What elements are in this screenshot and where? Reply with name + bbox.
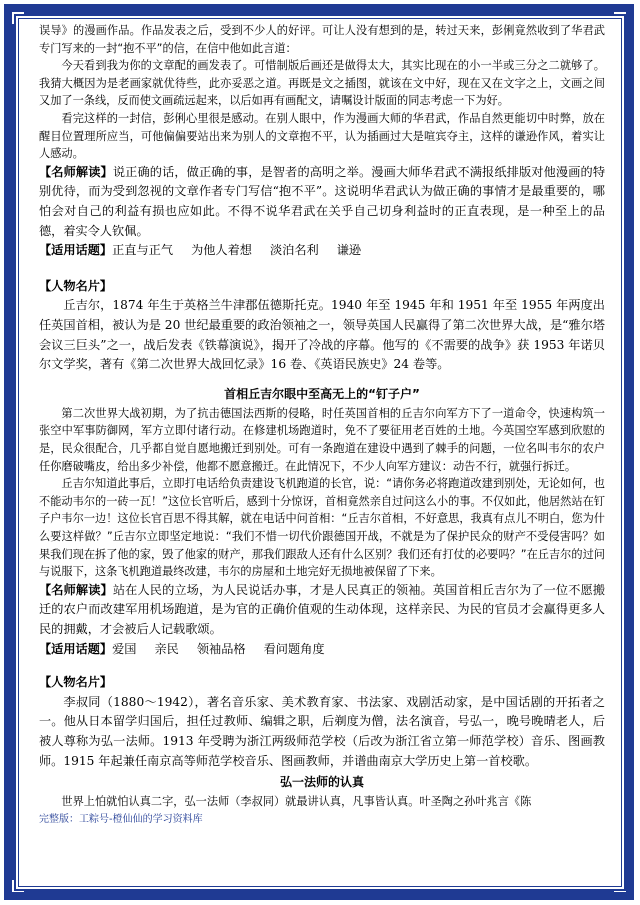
comment-text: 说正确的话，做正确的事，是智者的高明之举。漫画大师华君武不满报纸排版对他漫画的特别优待，而为受到忽视的文章作者专门写信“抱不平”。这说明华君武认为做正确的事情才是最重要的，哪怕会对自己的利益有损也应如此。不得不说华君武在关乎自己切身利益时的正直表现，是一种至上的品德，着实令人钦佩。 xyxy=(39,164,606,238)
profile-bio: 丘吉尔，1874 年生于英格兰牛津郡伍德斯托克。1940 年至 1945 年和 1951 年至 1955 年两度出任英国首相，被认为是 20 世纪最重要的政治领袖之一，领导英国人民赢得了第二次世界大战，是“雅尔塔会议三巨头”之一，战后发表《铁幕演说》，揭开了冷战的序幕。他写的《不需要的战争》获 1953 年诺贝尔文学奖，著有《第二次世界大战回忆录》16 卷、《英语民族史》24 卷等。 xyxy=(39,298,605,372)
teacher-comment xyxy=(39,581,605,640)
profile-header: 【人物名片】 xyxy=(39,675,113,690)
topic-tag: 淡泊名利 xyxy=(270,243,319,258)
comment-text: 站在人民的立场，为人民说话办事，才是人民真正的领袖。英国首相丘吉尔为了一位不愿搬迁的农户而改建军用机场跑道，是为官的正确价值观的生动体现，这样亲民、为民的官员才会赢得更多人民的拥戴，才会被后人记载歌颂。 xyxy=(39,582,606,637)
profile-bio: 李叔同（1880～1942），著名音乐家、美术教育家、书法家、戏剧活动家，是中国话剧的开拓者之一。他从日本留学归国后，担任过教师、编辑之职，后剃度为僧，法名演音，号弘一，晚号晚晴老人，后被人尊称为弘一法师。1913 年受聘为浙江两级师范学校（后改为浙江省立第一师范学校）音乐、图画教师。1915 年起兼任南京高等师范学校音乐、图画教师，并谱曲南京大学历史上第一首校歌。 xyxy=(39,694,605,768)
source-link[interactable]: 完整版：工粽号-橙仙仙的学习资料库 xyxy=(39,813,203,825)
document-body xyxy=(39,22,605,829)
comment-label: 【名师解读】 xyxy=(39,164,113,179)
applicable-topics xyxy=(39,241,605,261)
paragraph: 误导》的漫画作品。作品发表之后，受到不少人的好评。可让人没有想到的是，转过天来，彭俐竟然收到了华君武专门写来的一封“抱不平”的信，在信中他如此言道： xyxy=(39,24,605,55)
topic-tag: 谦逊 xyxy=(336,243,362,258)
comment-label: 【名师解读】 xyxy=(39,582,113,597)
applicable-topics xyxy=(39,640,605,660)
topic-tag: 看问题角度 xyxy=(263,641,325,656)
paragraph: 丘吉尔知道此事后，立即打电话给负责建设飞机跑道的长官，说：“请你务必将跑道改建到别处，无论如何，也不能动韦尔的一砖一瓦！”这位长官听后，感到十分惊讶，首相竟然亲自过问这么小的事。不仅如此，他居然站在钉子户韦尔一边！这位长官百思不得其解，就在电话中问首相：“丘吉尔首相，不好意思，我真有点儿不明白，您为什么要这样做？”丘吉尔立即坚定地说：“我们不惜一切代价跟德国开战，不就是为了保护民众的财产不受侵害吗？如果我们现在拆了他的家，毁了他家的财产，那我们跟敌人还有什么区别？我们还有打仗的必要吗？”在丘吉尔的过问与说服下，这条飞机跑道最终改建，韦尔的房屋和土地完好无损地被保留了下来。 xyxy=(39,477,605,579)
topic-tag: 领袖品格 xyxy=(196,641,246,656)
quoted-letter: 今天看到我为你的文章配的画发表了。可惜制版后画还是做得太大，其实比现在的小一半或三分之二就够了。我猜大概因为是老画家就优待些，此亦妥恶之道。再既是文之插图，就该在文中好，现在又在文字之上，文画之间又加了一条线，反而使文画疏远起来，以后如再有画配文，请嘱设计版面的同志考虑一下为好。 xyxy=(39,59,605,108)
paragraph: 世界上怕就怕认真二字，弘一法师（李叔同）就最讲认真，凡事皆认真。叶圣陶之孙叶兆言《陈 xyxy=(61,795,532,809)
topic-tag: 为他人着想 xyxy=(191,243,252,258)
teacher-comment xyxy=(39,163,605,241)
story-title: 首相丘吉尔眼中至高无上的“钉子户” xyxy=(224,386,420,401)
topic-tag: 爱国 xyxy=(112,641,137,656)
topics-label: 【适用话题】 xyxy=(39,243,113,258)
paragraph: 第二次世界大战初期，为了抗击德国法西斯的侵略，时任英国首相的丘吉尔向军方下了一道命令，快速构筑一张空中军事防御网，军方立即付诸行动。在修建机场跑道时，免不了要征用老百姓的土地。今英国空军感到欣慰的是，民众很配合，几乎都自觉自愿地搬迁到别处。可有一条跑道在建设中遇到了棘手的问题，一位名叫韦尔的农户任你磨破嘴皮，给出多少补偿，他都不愿意搬迁。在此情况下，不少人向军方建议：动告不行，就强行拆迁。 xyxy=(39,406,605,473)
paragraph: 看完这样的一封信，彭俐心里很是感动。在别人眼中，作为漫画大师的华君武，作品自然更能切中时弊，放在醒目位置理所应当，可他偏偏要站出来为别人的文章抱不平，认为插画过大是喧宾夺主，这样的谦逊作风，着实让人感动。 xyxy=(39,111,605,161)
topics-label: 【适用话题】 xyxy=(39,641,113,656)
story-title: 弘一法师的认真 xyxy=(279,775,364,790)
topic-tag: 正直与正气 xyxy=(112,243,174,258)
profile-header: 【人物名片】 xyxy=(39,278,113,293)
topic-tag: 亲民 xyxy=(154,641,179,656)
